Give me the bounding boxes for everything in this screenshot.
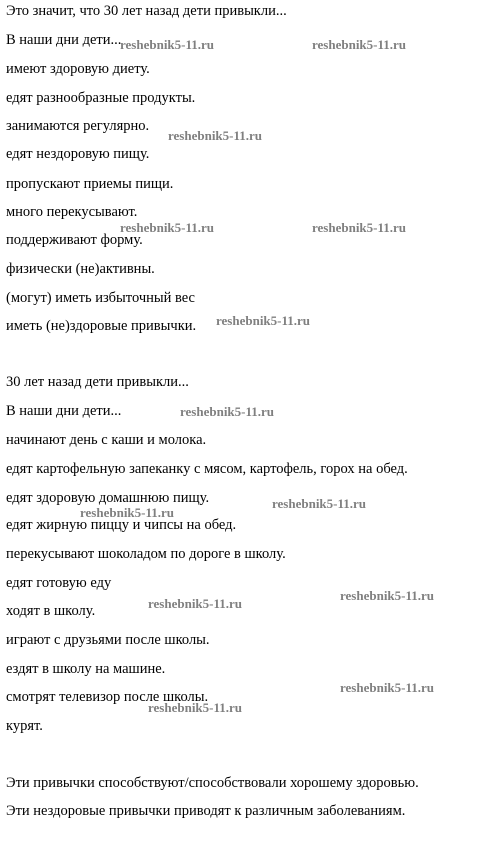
- text-line: имеют здоровую диету.: [6, 61, 150, 77]
- watermark: reshebnik5-11.ru: [148, 596, 243, 611]
- watermark: reshebnik5-11.ru: [120, 37, 215, 52]
- watermark: reshebnik5-11.ru: [148, 700, 243, 715]
- text-line: едят здоровую домашнюю пищу.: [6, 490, 210, 506]
- text-line: много перекусывают.: [6, 204, 138, 220]
- text-line: Это значит, что 30 лет назад дети привыкли...: [6, 3, 287, 19]
- watermark: reshebnik5-11.ru: [216, 313, 311, 328]
- text-line: курят.: [6, 718, 43, 734]
- text-line: едят разнообразные продукты.: [6, 90, 196, 106]
- text-line: Эти привычки способствуют/способствовали хорошему здоровью.: [6, 775, 419, 791]
- text-line: смотрят телевизор после школы.: [6, 689, 209, 705]
- text-line: перекусывают шоколадом по дороге в школу.: [6, 546, 286, 562]
- text-line: начинают день с каши и молока.: [6, 432, 207, 448]
- watermark: reshebnik5-11.ru: [180, 404, 275, 419]
- text-line: едят готовую еду: [6, 575, 112, 591]
- text-line: едят картофельную запеканку с мясом, картофель, горох на обед.: [6, 461, 408, 477]
- text-line: играют с друзьями после школы.: [6, 632, 210, 648]
- text-line: иметь (не)здоровые привычки.: [6, 318, 197, 334]
- watermark: reshebnik5-11.ru: [272, 496, 367, 511]
- watermark: reshebnik5-11.ru: [80, 505, 175, 520]
- watermark: reshebnik5-11.ru: [340, 680, 435, 695]
- text-line: физически (не)активны.: [6, 261, 155, 277]
- text-line: едят жирную пиццу и чипсы на обед.: [6, 517, 237, 533]
- text-line: Эти нездоровые привычки приводят к различным заболеваниям.: [6, 803, 406, 819]
- text-line: поддерживают форму.: [6, 232, 143, 248]
- watermark: reshebnik5-11.ru: [312, 220, 407, 235]
- text-line: пропускают приемы пищи.: [6, 176, 174, 192]
- text-line: занимаются регулярно.: [6, 118, 150, 134]
- text-line: ездят в школу на машине.: [6, 661, 166, 677]
- text-line: 30 лет назад дети привыкли...: [6, 374, 189, 390]
- watermark: reshebnik5-11.ru: [340, 588, 435, 603]
- text-line: ходят в школу.: [6, 603, 96, 619]
- text-line: В наши дни дети...: [6, 32, 122, 48]
- watermark: reshebnik5-11.ru: [120, 220, 215, 235]
- text-line: В наши дни дети...: [6, 403, 122, 419]
- text-line: едят нездоровую пищу.: [6, 146, 150, 162]
- watermark: reshebnik5-11.ru: [168, 128, 263, 143]
- watermark: reshebnik5-11.ru: [312, 37, 407, 52]
- text-line: (могут) иметь избыточный вес: [6, 290, 195, 306]
